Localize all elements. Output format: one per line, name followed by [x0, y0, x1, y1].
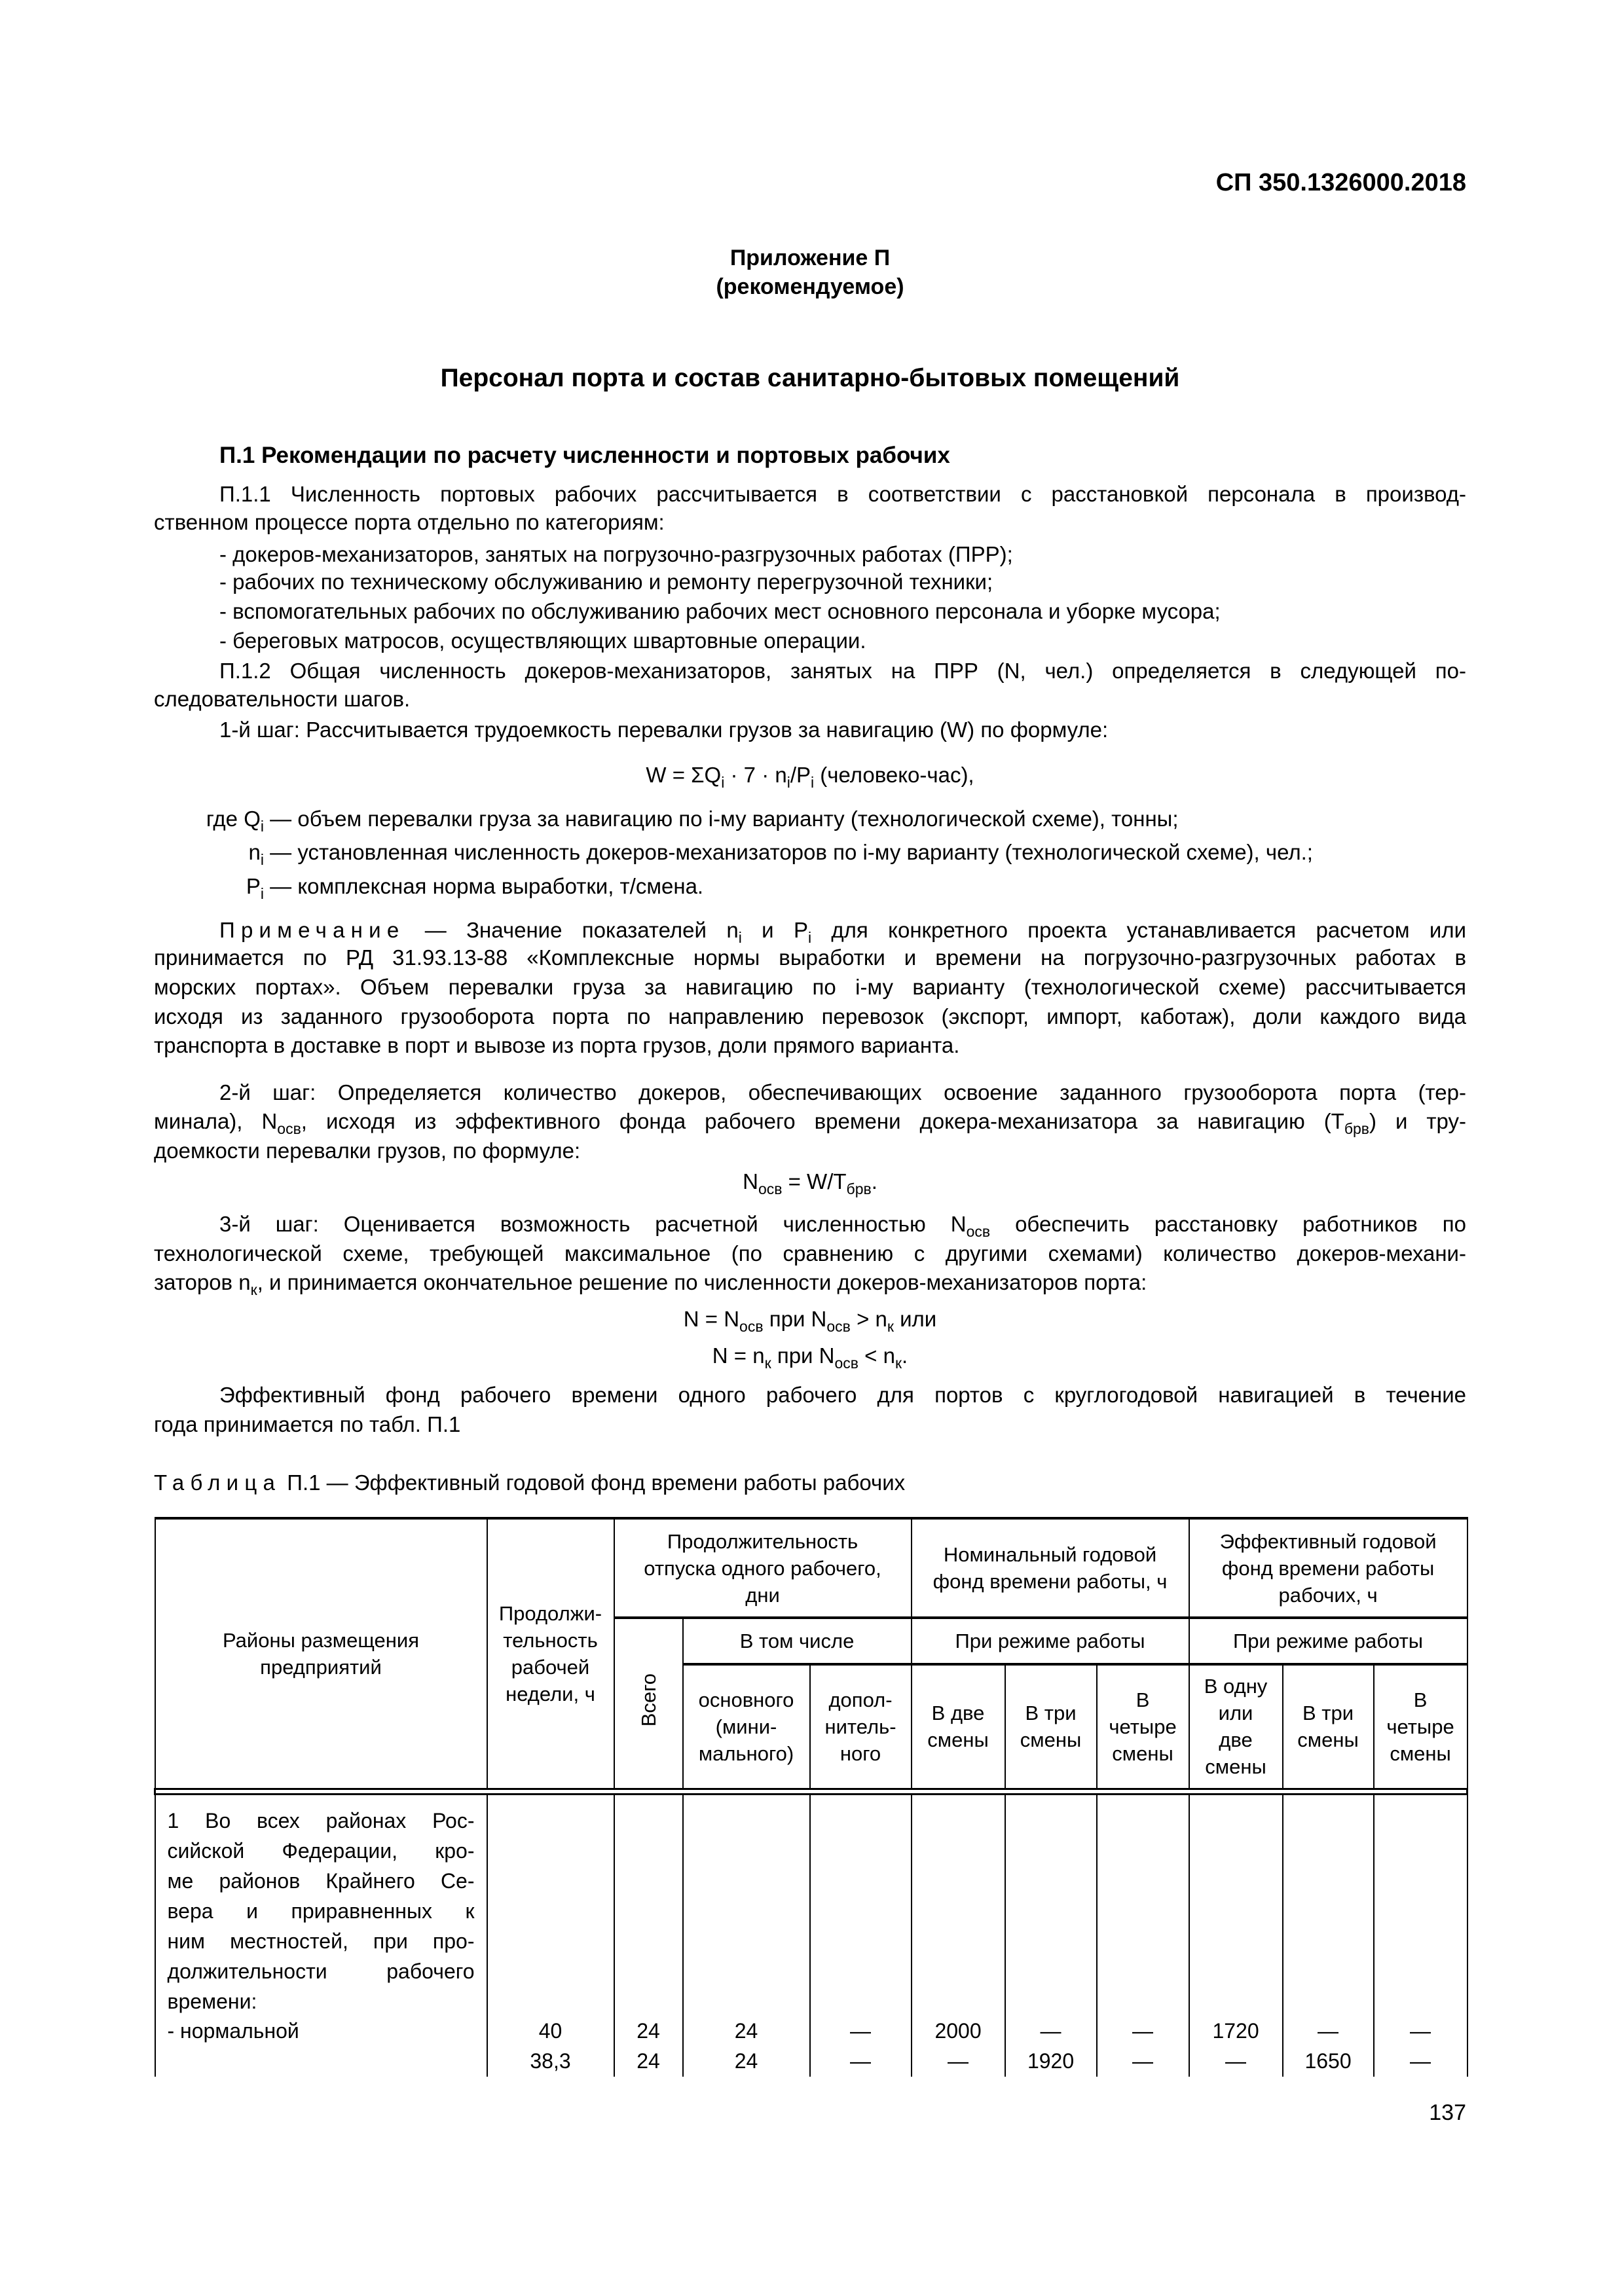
table-cell: 2000	[912, 2016, 1005, 2047]
subscript: к	[887, 1318, 894, 1335]
text-line	[154, 1106, 1466, 1137]
text-run: > n	[850, 1307, 887, 1331]
subscript: брв	[846, 1180, 872, 1197]
header-eff-four: В четыре смены	[1374, 1664, 1467, 1789]
table-cell: 38,3	[487, 2047, 614, 2077]
description-line: времени:	[167, 1989, 257, 2013]
description-line: ме районов Крайнего Се-	[167, 1868, 475, 1893]
text-line	[154, 479, 1466, 509]
table-cell: —	[810, 2016, 912, 2047]
text-run: или	[893, 1307, 937, 1331]
description-line: ним местностей, при про-	[167, 1929, 475, 1953]
table-cell: 24	[614, 2047, 683, 2077]
formula	[154, 760, 1466, 790]
table-cell: —	[1097, 2016, 1189, 2047]
formula	[154, 1167, 1466, 1197]
region-description	[155, 1794, 487, 2016]
text-run: (человеко-час),	[814, 763, 974, 787]
text-line	[154, 943, 1466, 973]
text-run: n	[248, 840, 261, 864]
table-cell: —	[1189, 2047, 1283, 2077]
text-run: .	[871, 1169, 877, 1194]
text-run: морских портах». Объем перевалки груза за навигацию по i-му варианту (технологической схеме) рассчитывается	[154, 975, 1466, 999]
row-label	[155, 2047, 487, 2077]
text-run: ) и тру-	[1369, 1109, 1466, 1133]
header-nom-two: В две смены	[912, 1664, 1005, 1789]
text-run: · 7 · n	[724, 763, 787, 787]
text-run: , исходя из эффективного фонда рабочего времени докера-механизатора за навигацию (T	[301, 1109, 1344, 1133]
text-run: следовательности шагов.	[154, 687, 411, 711]
text-run: — комплексная норма выработки, т/смена.	[264, 874, 704, 898]
subscript: к	[764, 1355, 771, 1372]
table-cell: 1720	[1189, 2016, 1283, 2047]
text-run: П.1.1 Численность портовых рабочих рассчитывается в соответствии с расстановкой персонала в производ-	[219, 482, 1466, 506]
text-run: N	[743, 1169, 758, 1194]
table-row	[155, 2016, 1467, 2047]
text-line	[154, 871, 1466, 902]
table-cell: 40	[487, 2016, 614, 2047]
header-including: В том числе	[683, 1618, 912, 1664]
table-cell: —	[1005, 2016, 1097, 2047]
table-row	[155, 2047, 1467, 2077]
formula	[154, 1341, 1466, 1371]
table-cell: 1650	[1283, 2047, 1374, 2077]
text-run: = W/T	[782, 1169, 847, 1194]
table-cell: 24	[683, 2016, 810, 2047]
page-number: 137	[1429, 2100, 1466, 2125]
subscript: брв	[1344, 1120, 1370, 1137]
subscript: i	[738, 929, 742, 946]
text-line	[154, 1380, 1466, 1410]
text-run: < n	[858, 1343, 895, 1368]
text-line	[154, 567, 1466, 597]
text-run: исходя из заданного грузооборота порта по направлению перевозок (экспорт, импорт, каботаж), доли каждого вида	[154, 1004, 1466, 1029]
text-run: П.1 — Эффективный годовой фонд времени работы рабочих	[281, 1470, 906, 1495]
header-regions: Районы размещения предприятий	[155, 1518, 487, 1789]
subscript: к	[250, 1281, 257, 1298]
table-row-description	[155, 1794, 1467, 2016]
text-run: П.1.2 Общая численность докеров-механизаторов, занятых на ПРР (N, чел.) определяется в следующей по-	[219, 659, 1466, 683]
text-run: и P	[741, 918, 808, 942]
text-run: /P	[790, 763, 811, 787]
variable-label	[154, 804, 264, 834]
text-run: — установленная численность докеров-механизаторов по i-му варианту (технологической схеме), чел.;	[264, 840, 1313, 864]
table-cell: —	[1283, 2016, 1374, 2047]
text-run: где Q	[206, 807, 261, 831]
text-line	[154, 1239, 1466, 1269]
text-run: N = n	[712, 1343, 765, 1368]
subscript: i	[811, 774, 815, 791]
text-line	[154, 837, 1466, 867]
description-line: должительности рабочего	[167, 1959, 475, 1983]
description-line: 1 Во всех районах Рос-	[167, 1808, 475, 1832]
text-line	[154, 1078, 1466, 1108]
variable-label	[154, 871, 264, 902]
subscript: i	[260, 818, 264, 835]
text-run: - докеров-механизаторов, занятых на погрузочно-разгрузочных работах (ПРР);	[219, 542, 1013, 566]
text-run: доемкости перевалки грузов, по формуле:	[154, 1139, 581, 1163]
text-run: для конкретного проекта устанавливается расчетом или	[811, 918, 1467, 942]
subscript: i	[786, 774, 790, 791]
document-code: СП 350.1326000.2018	[1215, 169, 1466, 196]
text-run: - береговых матросов, осуществляющих швартовные операции.	[219, 629, 866, 653]
text-run: - рабочих по техническому обслуживанию и ремонту перегрузочной техники;	[219, 570, 993, 594]
table-cell: —	[1097, 2047, 1189, 2077]
text-run: N = N	[683, 1307, 740, 1331]
header-nom-three: В три смены	[1005, 1664, 1097, 1789]
subscript: осв	[826, 1318, 851, 1335]
text-run: - вспомогательных рабочих по обслуживанию рабочих мест основного персонала и уборке мусора;	[219, 599, 1221, 623]
table-cell: —	[1374, 2047, 1467, 2077]
text-line	[154, 539, 1466, 570]
text-run: технологической схеме, требующей максимальное (по сравнению с другими схемами) количество докеров-механи-	[154, 1241, 1466, 1266]
text-run: — объем перевалки груза за навигацию по i-му варианту (технологической схеме), тонны;	[264, 807, 1179, 831]
text-line	[154, 1410, 1466, 1440]
spaced-label: Примечание	[219, 918, 405, 942]
text-line	[154, 684, 1466, 714]
header-divider	[155, 1789, 1467, 1794]
text-run: W = ΣQ	[646, 763, 722, 787]
table-p1	[154, 1517, 1468, 2077]
text-run: Эффективный фонд рабочего времени одного рабочего для портов с круглогодовой навигацией в течение	[219, 1383, 1466, 1407]
text-run: при N	[771, 1343, 835, 1368]
text-run: 2-й шаг: Определяется количество докеров, обеспечивающих освоение заданного грузооборота порта (тер-	[219, 1080, 1466, 1104]
text-line	[154, 804, 1466, 834]
section-heading: П.1 Рекомендации по расчету численности и портовых рабочих	[219, 443, 950, 468]
subscript: к	[895, 1355, 902, 1372]
text-line	[154, 1267, 1466, 1298]
text-line	[154, 1136, 1466, 1166]
text-run: 3-й шаг: Оценивается возможность расчетной численностью N	[219, 1212, 967, 1236]
subscript: осв	[739, 1318, 764, 1335]
text-run: , и принимается окончательное решение по численности докеров-механизаторов порта:	[257, 1270, 1147, 1294]
header-mode-nominal: При режиме работы	[912, 1618, 1189, 1664]
header-week: Продолжи- тельность рабочей недели, ч	[487, 1518, 614, 1789]
row-label: - нормальной	[155, 2016, 487, 2047]
text-line	[154, 596, 1466, 627]
text-run: при N	[763, 1307, 827, 1331]
spaced-label: Таблица	[154, 1470, 282, 1495]
subscript: осв	[277, 1120, 301, 1137]
text-run: — Значение показателей n	[405, 918, 739, 942]
header-nom-four: В четыре смены	[1097, 1664, 1189, 1789]
text-line	[154, 972, 1466, 1002]
header-basic: основного (мини- мального)	[683, 1664, 810, 1789]
text-line	[154, 626, 1466, 656]
variable-label	[154, 837, 264, 867]
text-line	[154, 1468, 1466, 1498]
appendix-title: Приложение П	[729, 246, 891, 270]
header-nominal: Номинальный годовой фонд времени работы, ч	[912, 1518, 1189, 1618]
table-cell: —	[912, 2047, 1005, 2077]
table-cell: —	[1374, 2016, 1467, 2047]
text-line	[154, 1002, 1466, 1032]
text-run: .	[902, 1343, 908, 1368]
text-run: минала), N	[154, 1109, 278, 1133]
table-cell: 24	[683, 2047, 810, 2077]
page-title: Персонал порта и состав санитарно-бытовых помещений	[440, 364, 1180, 392]
table-cell: 1920	[1005, 2047, 1097, 2077]
header-total-label: Всего	[637, 1673, 660, 1727]
text-run: ственном процессе порта отдельно по категориям:	[154, 510, 665, 534]
header-eff-three: В три смены	[1283, 1664, 1374, 1789]
subscript: осв	[966, 1223, 991, 1240]
text-line	[154, 656, 1466, 686]
header-additional: допол- нитель- ного	[810, 1664, 912, 1789]
text-line	[154, 1030, 1466, 1061]
text-run: транспорта в доставке в порт и вывозе из порта грузов, доли прямого варианта.	[154, 1033, 960, 1057]
subscript: i	[807, 929, 812, 946]
table-cell: 24	[614, 2016, 683, 2047]
formula	[154, 1304, 1466, 1334]
text-run: P	[246, 874, 261, 898]
subscript: осв	[834, 1355, 858, 1372]
header-total	[614, 1618, 683, 1789]
appendix-subtitle: (рекомендуемое)	[716, 274, 904, 299]
subscript: осв	[758, 1180, 783, 1197]
description-line: вера и приравненных к	[167, 1899, 475, 1923]
text-run: 1-й шаг: Рассчитывается трудоемкость перевалки грузов за навигацию (W) по формуле:	[219, 718, 1109, 742]
text-line	[154, 1209, 1466, 1239]
text-run: обеспечить расстановку работников по	[990, 1212, 1466, 1236]
subscript: i	[260, 851, 264, 868]
header-eff-one-two: В одну или две смены	[1189, 1664, 1283, 1789]
text-line	[154, 715, 1466, 745]
description-line: сийской Федерации, кро-	[167, 1838, 475, 1863]
text-run: года принимается по табл. П.1	[154, 1412, 461, 1436]
header-mode-effective: При режиме работы	[1189, 1618, 1467, 1664]
header-effective: Эффективный годовой фонд времени работы рабочих, ч	[1189, 1518, 1467, 1618]
subscript: i	[721, 774, 725, 791]
table-cell: —	[810, 2047, 912, 2077]
text-run: принимается по РД 31.93.13-88 «Комплексные нормы выработки и времени на погрузочно-разгрузочных работах в	[154, 945, 1466, 970]
text-run: заторов n	[154, 1270, 251, 1294]
subscript: i	[260, 885, 264, 902]
text-line	[154, 915, 1466, 945]
text-line	[154, 507, 1466, 538]
header-leave: Продолжительность отпуска одного рабочего, дни	[614, 1518, 912, 1618]
